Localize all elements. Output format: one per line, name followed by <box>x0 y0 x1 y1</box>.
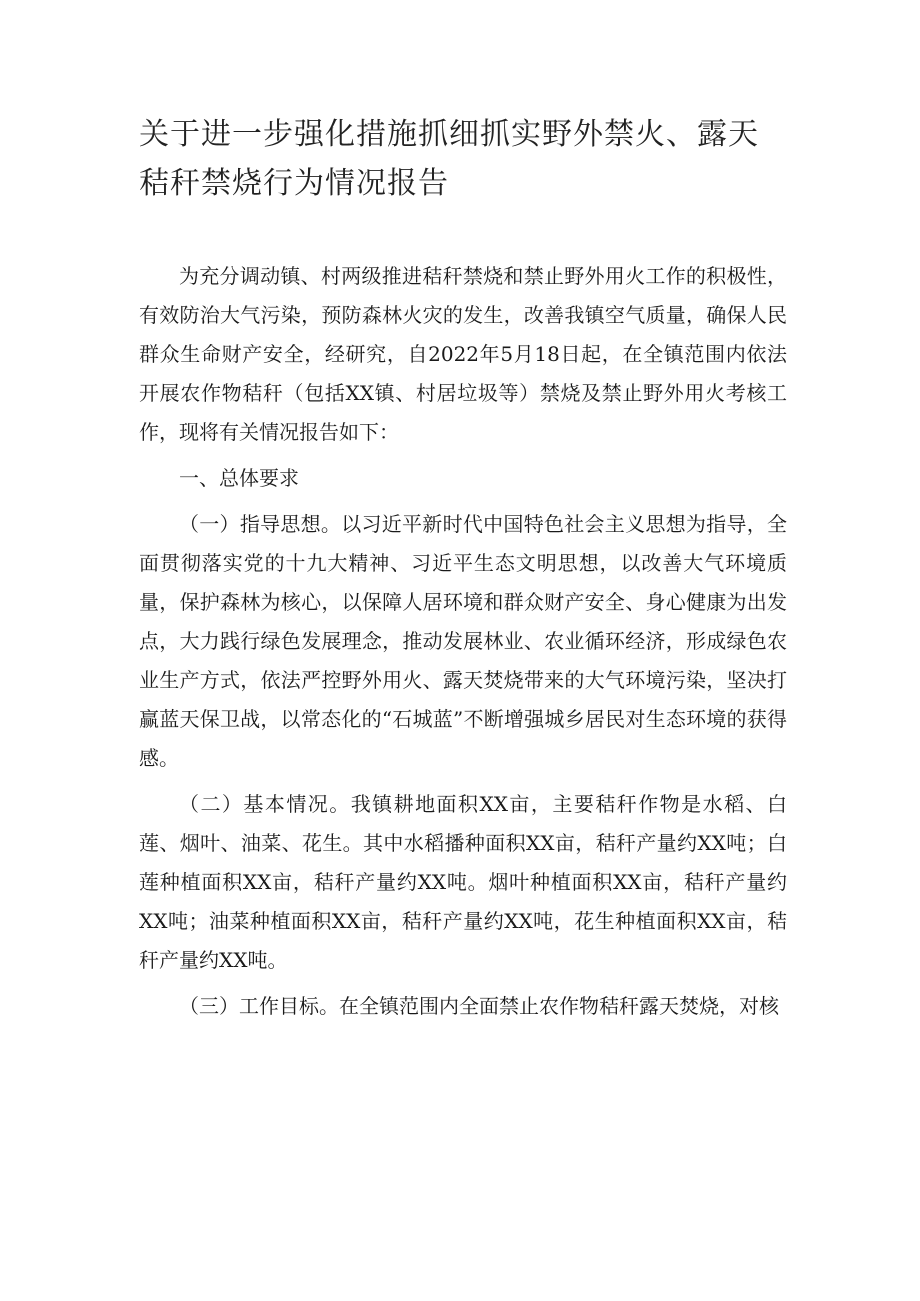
section-heading-1: 一、总体要求 <box>179 466 299 490</box>
title-line-2: 秸秆禁烧行为情况报告 <box>139 166 449 201</box>
paragraph-guiding-ideology: （一）指导思想。以习近平新时代中国特色社会主义思想为指导，全面贯彻落实党的十九大精神、习近平生态文明思想，以改善大气环境质量，保护森林为核心，以保障人居环境和群众财产安全、身心健康为出发点，大力践行绿色发展理念，推动发展林业、农业循环经济，形成绿色农业生产方式，依法严控野外用火、露天焚烧带来的大气环境污染，坚决打赢蓝天保卫战，以常态化的“石城蓝”不断增强城乡居民对生态环境的获得感。 <box>139 512 787 770</box>
title-line-1: 关于进一步强化措施抓细抓实野外禁火、露天 <box>139 117 759 152</box>
document-title <box>139 110 799 208</box>
paragraph-work-goal: （三）工作目标。在全镇范围内全面禁止农作物秸秆露天焚烧，对核 <box>179 994 779 1018</box>
document-body <box>139 257 787 1026</box>
paragraph-basic-situation: （二）基本情况。我镇耕地面积XX亩，主要秸秆作物是水稻、白莲、烟叶、油菜、花生。其中水稻播种面积XX亩，秸秆产量约XX吨；白莲种植面积XX亩，秸秆产量约XX吨。烟叶种植面积XX亩，秸秆产量约XX吨；油菜种植面积XX亩，秸秆产量约XX吨，花生种植面积XX亩，秸秆产量约XX吨。 <box>139 792 787 972</box>
paragraph-intro: 为充分调动镇、村两级推进秸秆禁烧和禁止野外用火工作的积极性，有效防治大气污染，预防森林火灾的发生，改善我镇空气质量，确保人民群众生命财产安全，经研究，自2022年5月18日起，在全镇范围内依法开展农作物秸秆（包括XX镇、村居垃圾等）禁烧及禁止野外用火考核工作，现将有关情况报告如下： <box>139 264 787 444</box>
